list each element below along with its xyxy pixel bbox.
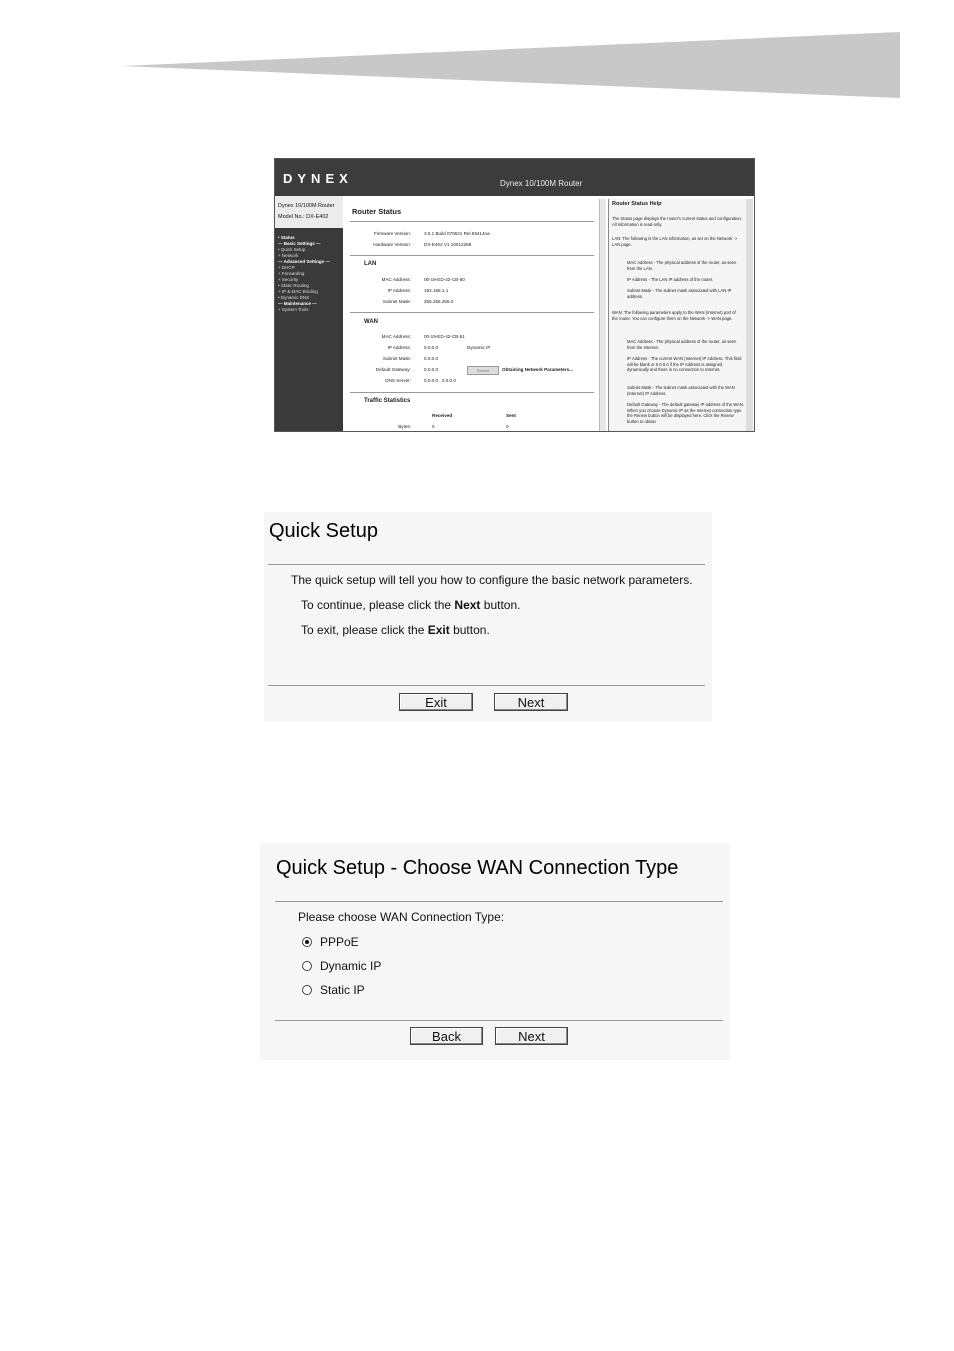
wan-mac-label: MAC Address: <box>381 334 411 339</box>
bytes-label: Bytes: <box>398 424 411 429</box>
nav-static-routing[interactable]: • Static Routing <box>278 283 309 288</box>
divider <box>275 1020 723 1021</box>
radio-button[interactable] <box>302 961 312 971</box>
wan-gateway-label: Default Gateway: <box>375 367 411 372</box>
back-button[interactable]: Back <box>410 1027 483 1045</box>
router-status-main <box>346 199 598 431</box>
wan-ip-type: Dynamic IP <box>467 345 491 350</box>
radio-button-selected[interactable] <box>302 937 312 947</box>
router-header-title: Dynex 10/100M Router <box>500 179 583 188</box>
lan-mac-value: 00-19-ED-42-CB-50 <box>424 277 465 282</box>
divider <box>268 564 705 565</box>
nav-security[interactable]: + Security <box>278 277 299 282</box>
help-scrollbar[interactable] <box>746 199 753 431</box>
wan-mask-label: Subnet Mask: <box>382 356 411 361</box>
exit-exit-word: Exit <box>427 623 450 637</box>
wan-heading: WAN <box>364 319 378 325</box>
continue-button-word: button. <box>480 598 521 612</box>
traffic-sent-header: Sent <box>506 413 516 418</box>
exit-button-word: button. <box>449 623 490 637</box>
bytes-received: 0 <box>432 424 435 429</box>
wan-dns-value: 0.0.0.0 , 0.0.0.0 <box>424 378 456 383</box>
help-lan-ip: IP Address - The LAN IP address of the router. <box>627 277 714 282</box>
obtaining-status: Obtaining Network Parameters... <box>502 367 573 372</box>
firmware-value: 3.5.1 Build 070621 Rel.59414na <box>424 231 490 236</box>
bytes-sent: 0 <box>506 424 509 429</box>
help-panel <box>608 199 747 431</box>
router-sidebar <box>275 196 343 431</box>
divider <box>350 221 594 222</box>
renew-button[interactable]: Renew <box>467 366 499 375</box>
wan-dns-label: DNS Server: <box>385 378 411 383</box>
radio-label: Dynamic IP <box>320 959 382 973</box>
lan-mac-label: MAC Address: <box>381 277 411 282</box>
next-button[interactable]: Next <box>494 693 568 711</box>
wan-mac-value: 00-19-ED-42-CB-51 <box>424 334 465 339</box>
nav-dynamic-dns[interactable]: • Dynamic DNS <box>278 295 310 300</box>
quick-setup-title: Quick Setup <box>269 520 378 542</box>
help-lan-mask: Subnet Mask - The subnet mask associated with LAN IP address. <box>627 288 732 299</box>
radio-label: Static IP <box>320 983 365 997</box>
main-scrollbar[interactable] <box>599 199 606 431</box>
firmware-label: Firmware Version: <box>373 231 411 236</box>
nav-status[interactable]: • Status <box>278 235 295 240</box>
next-button[interactable]: Next <box>495 1027 568 1045</box>
nav-system-tools[interactable]: + System Tools <box>278 307 309 312</box>
nav-network[interactable]: + Network <box>278 253 299 258</box>
help-wan-ip: IP Address - The current WAN (Internet) IP Address. This field will be blank or 0.0.0.0 if the IP Address is assigned dynamically and there is no connection to Internet. <box>627 356 742 373</box>
continue-next-word: Next <box>454 598 481 612</box>
lan-ip-label: IP Address: <box>387 288 411 293</box>
divider <box>268 685 705 686</box>
wan-type-screenshot <box>260 843 730 1060</box>
exit-text: To exit, please click the <box>301 623 428 637</box>
lan-mask-label: Subnet Mask: <box>382 299 411 304</box>
traffic-heading: Traffic Statistics <box>364 398 411 404</box>
router-header <box>275 159 754 196</box>
nav-forwarding[interactable]: + Forwarding <box>278 271 305 276</box>
model-number: Model No.: DX-E402 <box>278 214 329 220</box>
radio-option-dynamic-ip[interactable] <box>302 959 381 973</box>
nav-maintenance-header: — Maintenance — <box>278 301 317 306</box>
header-banner <box>0 0 954 110</box>
lan-mask-value: 255.255.255.0 <box>424 299 454 304</box>
help-lan-mac: MAC Address - The physical address of the router, as seen from the LAN. <box>627 260 737 271</box>
quick-setup-intro: The quick setup will tell you how to configure the basic network parameters. <box>291 573 693 587</box>
radio-option-static-ip[interactable] <box>302 983 365 997</box>
nav-dhcp[interactable]: + DHCP <box>278 265 295 270</box>
radio-option-pppoe[interactable] <box>302 935 359 949</box>
nav-quick-setup[interactable]: • Quick Setup <box>278 247 306 252</box>
help-wan-gateway: Default Gateway - The default gateway IP address of the WAN. When you choose Dynamic IP as the Internet connection type the Renew button will be displayed here. Click the Renew button to obtain <box>627 402 745 424</box>
quick-setup-screenshot <box>264 512 712 722</box>
dynex-logo: DYNEX <box>283 171 353 186</box>
nav-basic-settings-header: — Basic Settings — <box>278 241 321 246</box>
divider <box>350 392 594 393</box>
help-intro: The Status page displays the router's current status and configuration. All information is read-only. <box>612 216 742 227</box>
divider <box>350 255 594 256</box>
wan-ip-value: 0.0.0.0 <box>424 345 439 350</box>
divider <box>350 312 594 313</box>
wan-gateway-value: 0.0.0.0 <box>424 367 439 372</box>
nav-advanced-settings-header: — Advanced Settings — <box>278 259 330 264</box>
help-lan: LAN: The following is the LAN information, as set on the Network -> LAN page. <box>612 236 738 247</box>
exit-button[interactable]: Exit <box>399 693 473 711</box>
help-wan-mask: Subnet Mask - The subnet mask associated with the WAN (Internet) IP Address. <box>627 385 735 396</box>
model-box <box>275 196 343 228</box>
wan-type-title: Quick Setup - Choose WAN Connection Type <box>276 857 679 879</box>
radio-label: PPPoE <box>320 935 359 949</box>
help-wan: WAN: The following parameters apply to the WAN (Internet) port of the router. You can configure them on the Network -> WAN page. <box>612 310 736 321</box>
hardware-value: DX-E402 V1 10012288 <box>424 242 472 247</box>
exit-instruction <box>301 623 490 637</box>
router-status-screenshot <box>274 158 755 432</box>
lan-heading: LAN <box>364 261 377 267</box>
wan-ip-label: IP Address: <box>387 345 411 350</box>
hardware-label: Hardware Version: <box>373 242 411 247</box>
page-title: Router Status <box>352 207 402 216</box>
continue-text: To continue, please click the <box>301 598 455 612</box>
help-title: Router Status Help <box>612 201 662 207</box>
lan-ip-value: 192.168.1.1 <box>424 288 449 293</box>
wan-type-prompt: Please choose WAN Connection Type: <box>298 910 505 924</box>
traffic-received-header: Received <box>432 413 453 418</box>
divider <box>275 901 723 902</box>
help-wan-mac: MAC Address - The physical address of the router, as seen from the Internet. <box>627 339 737 350</box>
nav-ip-mac-binding[interactable]: + IP & MAC Binding <box>278 289 318 294</box>
continue-instruction <box>301 598 520 612</box>
model-name: Dynex 10/100M Router <box>278 203 335 209</box>
radio-button[interactable] <box>302 985 312 995</box>
wan-mask-value: 0.0.0.0 <box>424 356 439 361</box>
